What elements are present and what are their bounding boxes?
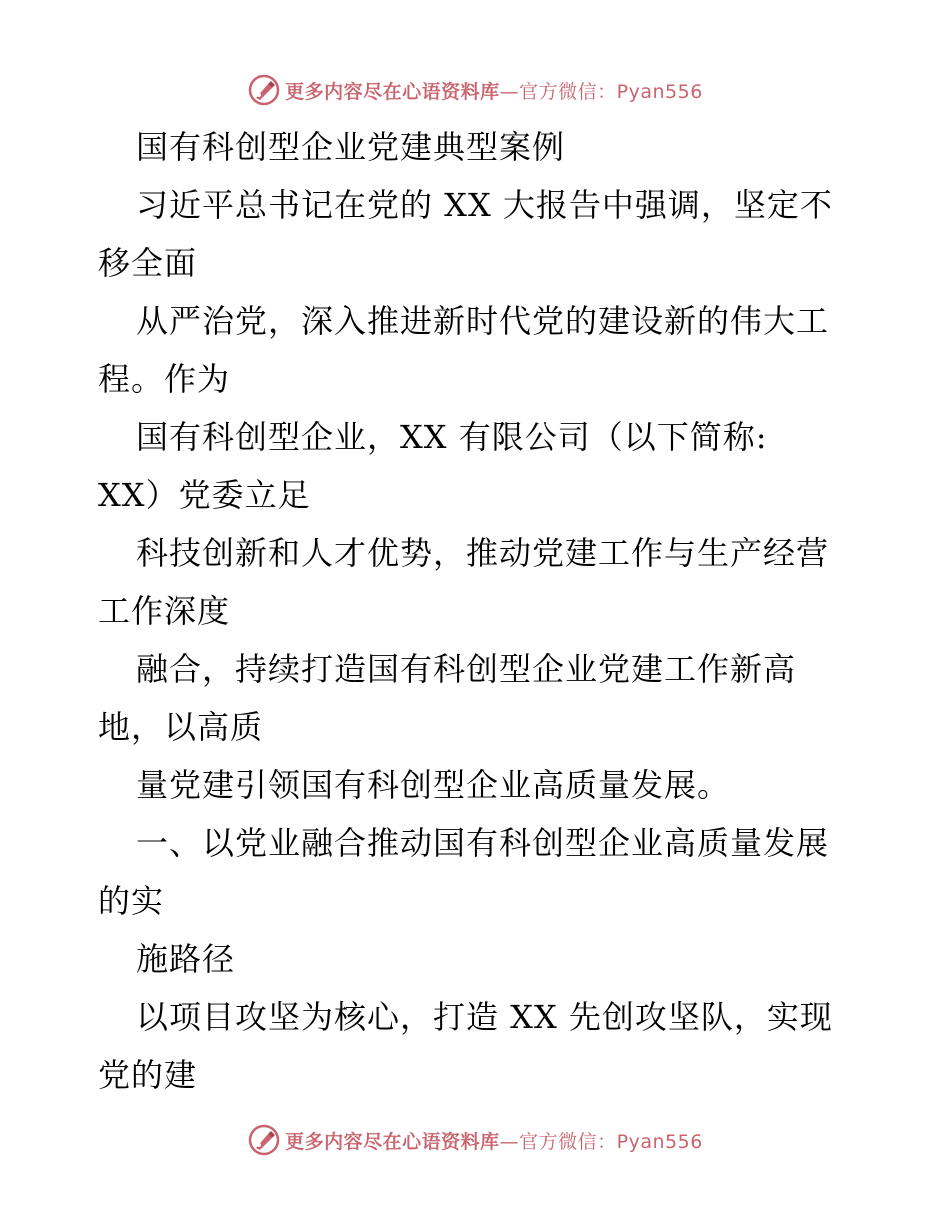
header-banner bbox=[0, 70, 950, 110]
text-line: 的实 bbox=[98, 882, 165, 920]
pen-logo-icon bbox=[247, 73, 281, 107]
footer-banner bbox=[0, 1120, 950, 1160]
text-line: 量党建引领国有科创型企业高质量发展。 bbox=[136, 766, 731, 804]
footer-banner-tail: 官方微信：Pyan556 bbox=[519, 1130, 703, 1153]
text-line: 国有科创型企业党建典型案例 bbox=[136, 128, 566, 166]
text-line: 施路径 bbox=[136, 940, 236, 978]
footer-banner-sep: — bbox=[499, 1130, 520, 1153]
header-banner-tail: 官方微信：Pyan556 bbox=[519, 80, 703, 103]
pen-logo-icon bbox=[247, 1123, 281, 1157]
footer-banner-text bbox=[285, 1127, 703, 1154]
text-line: 一、以党业融合推动国有科创型企业高质量发展 bbox=[136, 824, 830, 862]
text-line: 习近平总书记在党的 XX 大报告中强调，坚定不 bbox=[136, 186, 833, 224]
text-line: 科技创新和人才优势，推动党建工作与生产经营 bbox=[136, 534, 830, 572]
text-line: 移全面 bbox=[98, 244, 198, 282]
text-line: 国有科创型企业，XX 有限公司（以下简称: bbox=[136, 418, 768, 456]
text-line: 从严治党，深入推进新时代党的建设新的伟大工 bbox=[136, 302, 830, 340]
text-line: 党的建 bbox=[98, 1056, 198, 1094]
text-line: 以项目攻坚为核心，打造 XX 先创攻坚队，实现 bbox=[136, 998, 833, 1036]
footer-banner-main: 更多内容尽在心语资料库 bbox=[285, 1130, 500, 1153]
text-line: 地，以高质 bbox=[98, 708, 264, 746]
text-line: 工作深度 bbox=[98, 592, 231, 630]
text-line: 程。作为 bbox=[98, 360, 231, 398]
header-banner-main: 更多内容尽在心语资料库 bbox=[285, 80, 500, 103]
text-line: XX）党委立足 bbox=[98, 476, 311, 514]
header-banner-sep: — bbox=[499, 80, 520, 103]
header-banner-text bbox=[285, 77, 703, 104]
text-line: 融合，持续打造国有科创型企业党建工作新高 bbox=[136, 650, 797, 688]
document-body bbox=[98, 118, 858, 1104]
